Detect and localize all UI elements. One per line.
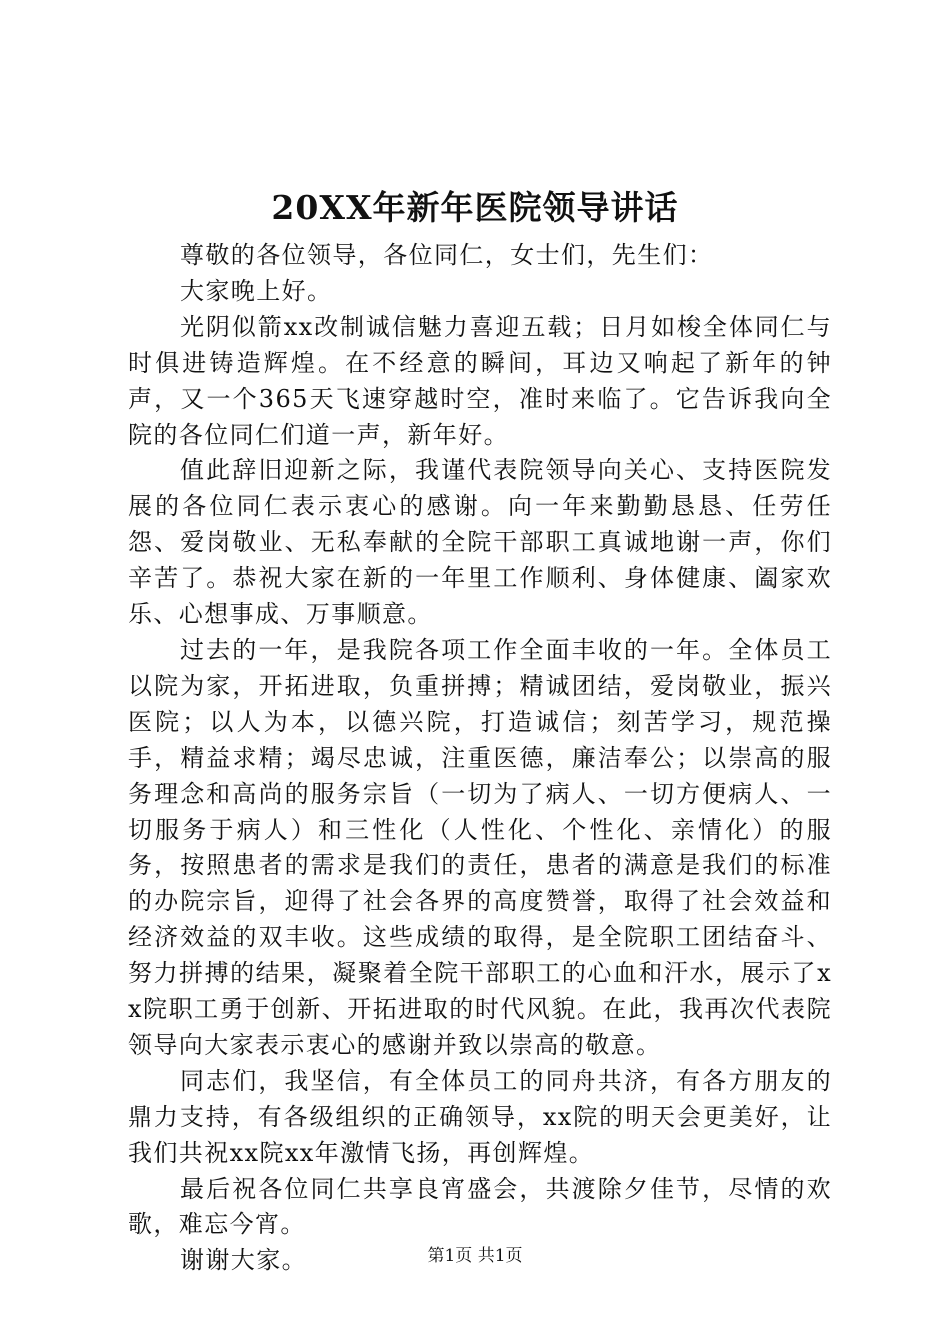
paragraph-greeting: 大家晚上好。 — [180, 276, 333, 305]
paragraph-closing: 谢谢大家。 — [180, 1246, 307, 1275]
paragraph-thanks: 值此辞旧迎新之际，我谨代表院领导向关心、支持医院发展的各位同仁表示衷心的感谢。向一年来勤勤恳恳、任劳任怨、爱岗敬业、无私奉献的全院干部职工真诚地谢一声，你们辛苦了。恭祝大家在新的一年里工作顺利、身体健康、阖家欢乐、心想事成、万事顺意。 — [128, 456, 832, 629]
paragraph-outlook: 同志们，我坚信，有全体员工的同舟共济，有各方朋友的鼎力支持，有各级组织的正确领导，xx院的明天会更美好，让我们共祝xx院xx年激情飞扬，再创辉煌。 — [128, 1066, 832, 1167]
paragraph-wishes: 最后祝各位同仁共享良宵盛会，共渡除夕佳节，尽情的欢歌，难忘今宵。 — [128, 1174, 832, 1239]
document-title: 20XX年新年医院领导讲话 — [271, 188, 679, 227]
document-body — [128, 238, 832, 1279]
page-footer: 第1页 共1页 — [427, 1246, 523, 1266]
paragraph-new-year: 光阴似箭xx改制诚信魅力喜迎五载；日月如梭全体同仁与时俱进铸造辉煌。在不经意的瞬间，耳边又响起了新年的钟声，又一个365天飞速穿越时空，准时来临了。它告诉我向全院的各位同仁们道一声，新年好。 — [128, 312, 832, 449]
paragraph-salutation: 尊敬的各位领导，各位同仁，女士们，先生们： — [180, 241, 714, 269]
paragraph-review: 过去的一年，是我院各项工作全面丰收的一年。全体员工以院为家，开拓进取，负重拼搏；精诚团结，爱岗敬业，振兴医院；以人为本，以德兴院，打造诚信；刻苦学习，规范操手，精益求精；竭尽忠诚，注重医德，廉洁奉公；以崇高的服务理念和高尚的服务宗旨（一切为了病人、一切方便病人、一切服务于病人）和三性化（人性化、个性化、亲情化）的服务，按照患者的需求是我们的责任，患者的满意是我们的标准的办院宗旨，迎得了社会各界的高度赞誉，取得了社会效益和经济效益的双丰收。这些成绩的取得，是全院职工团结奋斗、努力拼搏的结果，凝聚着全院干部职工的心血和汗水，展示了xx院职工勇于创新、开拓进取的时代风貌。在此，我再次代表院领导向大家表示衷心的感谢并致以崇高的敬意。 — [128, 635, 832, 1059]
